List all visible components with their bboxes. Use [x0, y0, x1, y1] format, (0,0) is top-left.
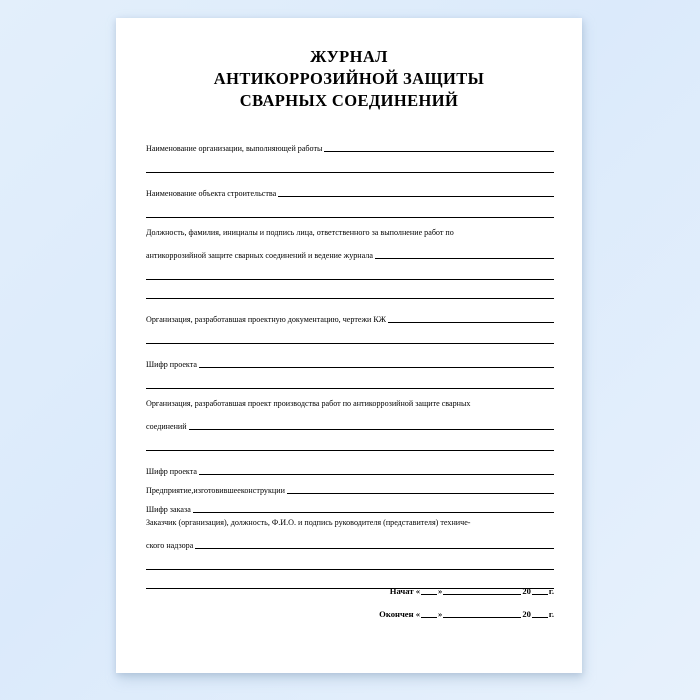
field-project-code-2	[146, 458, 554, 477]
field-ppr-organization-label-line-1: Организация, разработавшая проект производства работ по антикоррозийной защите сварных	[146, 399, 471, 409]
spacer	[146, 218, 554, 225]
field-ppr-organization-label-line-2: соединений	[146, 422, 187, 432]
started-year-input[interactable]	[532, 585, 548, 595]
spacer	[146, 299, 554, 306]
finished-day-close: »	[438, 609, 443, 619]
spacer	[146, 451, 554, 458]
field-responsible-person-input[interactable]	[375, 257, 554, 259]
field-organization-label: Наименование организации, выполняющей работы	[146, 144, 323, 154]
field-object-name-continuation[interactable]	[146, 199, 554, 218]
field-customer-continuation-1[interactable]	[146, 551, 554, 570]
title-line-1: ЖУРНАЛ	[310, 47, 388, 66]
field-design-organization	[146, 306, 554, 344]
field-project-code-1-input[interactable]	[199, 366, 554, 368]
document-title	[116, 46, 582, 111]
finished-year-suffix: г.	[548, 609, 554, 619]
field-ppr-organization-continuation[interactable]	[146, 432, 554, 451]
finished-line	[379, 608, 554, 619]
spacer	[146, 389, 554, 396]
field-design-organization-row	[146, 306, 554, 325]
field-project-code-1	[146, 351, 554, 389]
started-day-input[interactable]	[421, 585, 437, 595]
field-project-code-2-row	[146, 458, 554, 477]
field-object-name-label: Наименование объекта строительства	[146, 189, 277, 199]
field-responsible-person-continuation-1[interactable]	[146, 261, 554, 280]
field-customer-label-line-1: Заказчик (организация), должность, Ф.И.О. и подпись руководителя (представителя) техниче-	[146, 518, 471, 528]
field-project-code-2-input[interactable]	[199, 473, 554, 475]
field-ppr-organization	[146, 396, 554, 451]
field-object-name-input[interactable]	[278, 195, 554, 197]
form-fields	[116, 135, 582, 589]
field-responsible-person-label-line-1: Должность, фамилия, инициалы и подпись лица, ответственного за выполнение работ по	[146, 228, 454, 238]
field-ppr-organization-input[interactable]	[189, 428, 554, 430]
field-responsible-person-label-line-2: антикоррозийной защите сварных соединений и ведение журнала	[146, 251, 373, 261]
field-customer-row	[146, 532, 554, 551]
field-organization-row	[146, 135, 554, 154]
finished-month-input[interactable]	[443, 608, 521, 618]
started-year-prefix: 20	[522, 586, 531, 596]
field-responsible-person-row	[146, 242, 554, 261]
document-page	[116, 18, 582, 673]
field-customer	[146, 515, 554, 589]
field-order-code-row	[146, 496, 554, 515]
field-design-organization-label: Организация, разработавшая проектную документацию, чертежи КЖ	[146, 315, 387, 325]
title-line-3: СВАРНЫХ СОЕДИНЕНИЙ	[239, 90, 459, 110]
field-organization-input[interactable]	[324, 150, 554, 152]
field-project-code-1-row	[146, 351, 554, 370]
field-organization-continuation[interactable]	[146, 154, 554, 173]
field-organization	[146, 135, 554, 173]
field-customer-input[interactable]	[195, 547, 554, 549]
field-order-code-label: Шифр заказа	[146, 505, 191, 515]
field-design-organization-continuation[interactable]	[146, 325, 554, 344]
started-month-input[interactable]	[443, 585, 521, 595]
field-customer-label-line-2: ского надзора	[146, 541, 194, 551]
field-order-code	[146, 496, 554, 515]
document-sheet	[116, 18, 582, 673]
field-manufacturer-row	[146, 477, 554, 496]
field-manufacturer-label: Предприятие,изготовившееконструкции	[146, 486, 285, 496]
finished-label: Окончен «	[379, 609, 421, 619]
field-responsible-person-continuation-2[interactable]	[146, 280, 554, 299]
started-day-close: »	[438, 586, 443, 596]
finished-year-input[interactable]	[532, 608, 548, 618]
started-label: Начат «	[389, 586, 421, 596]
field-object-name-row	[146, 180, 554, 199]
field-manufacturer-input[interactable]	[287, 492, 554, 494]
field-design-organization-input[interactable]	[388, 321, 554, 323]
spacer	[146, 344, 554, 351]
field-order-code-input[interactable]	[193, 511, 554, 513]
document-footer	[116, 585, 554, 631]
field-project-code-1-continuation[interactable]	[146, 370, 554, 389]
finished-day-input[interactable]	[421, 608, 437, 618]
finished-year-prefix: 20	[522, 609, 531, 619]
field-responsible-person	[146, 225, 554, 299]
title-line-2: АНТИКОРРОЗИЙНОЙ ЗАЩИТЫ	[213, 68, 485, 88]
started-year-suffix: г.	[548, 586, 554, 596]
field-ppr-organization-row	[146, 413, 554, 432]
field-project-code-2-label: Шифр проекта	[146, 467, 197, 477]
started-line	[390, 585, 554, 596]
field-project-code-1-label: Шифр проекта	[146, 360, 197, 370]
field-object-name	[146, 180, 554, 218]
spacer	[146, 173, 554, 180]
field-manufacturer	[146, 477, 554, 496]
